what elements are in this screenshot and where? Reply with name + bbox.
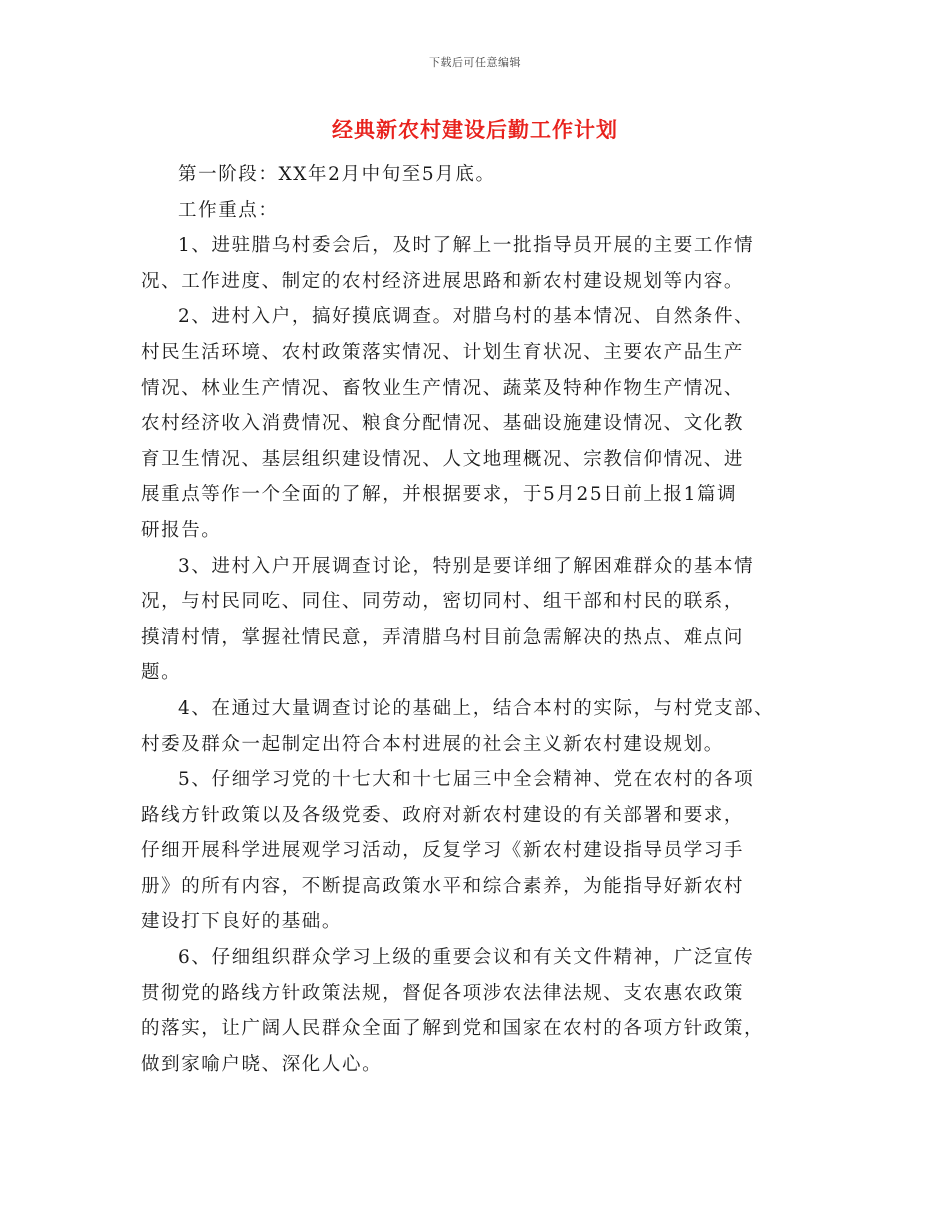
paragraph-item-1: 1、进驻腊乌村委会后，及时了解上一批指导员开展的主要工作情 况、工作进度、制定的农村经济进展思路和新农村建设规划等内容。 [141, 235, 755, 292]
paragraph-item-4: 4、在通过大量调查讨论的基础上，结合本村的实际，与村党支部、 村委及群众一起制定出符合本村进展的社会主义新农村建设规划。 [141, 697, 775, 755]
paragraph-focus-heading: 工作重点： [178, 199, 279, 221]
paragraph-item-2: 2、进村入户，搞好摸底调查。对腊乌村的基本情况、自然条件、 村民生活环境、农村政策落实情况、计划生育状况、主要农产品生产 情况、林业生产情况、畜牧业生产情况、蔬菜及特种作物生产情况、 农村经济收入消费情况、粮食分配情况、基础设施建设情况、文化教 育卫生情况、基层组织建设情况、人文地理概况、宗教信仰情况、进 展重点等作一个全面的了解，并根据要求，于5月25日前上报1篇调 研报告。 [141, 306, 755, 541]
document-title: 经典新农村建设后勤工作计划 [332, 117, 618, 142]
paragraph-stage: 第一阶段：XX年2月中旬至5月底。 [178, 164, 496, 185]
paragraph-item-3: 3、进村入户开展调查讨论，特别是要详细了解困难群众的基本情 况，与村民同吃、同住、同劳动，密切同村、组干部和村民的联系， 摸清村情，掌握社情民意，弄清腊乌村目前急需解决的热点、难点问 题。 [141, 555, 755, 684]
paragraph-item-5: 5、仔细学习党的十七大和十七届三中全会精神、党在农村的各项 路线方针政策以及各级党委、政府对新农村建设的有关部署和要求， 仔细开展科学进展观学习活动，反复学习《新农村建设指导员学习手 册》的所有内容，不断提高政策水平和综合素养，为能指导好新农村 建设打下良好的基础。 [141, 769, 755, 933]
paragraph-item-6: 6、仔细组织群众学习上级的重要会议和有关文件精神，广泛宣传 贯彻党的路线方针政策法规，督促各项涉农法律法规、支农惠农政策 的落实，让广阔人民群众全面了解到党和国家在农村的各项方针政策， 做到家喻户晓、深化人心。 [141, 947, 765, 1075]
header-note: 下载后可任意编辑 [429, 56, 521, 69]
document-body [141, 157, 831, 1082]
